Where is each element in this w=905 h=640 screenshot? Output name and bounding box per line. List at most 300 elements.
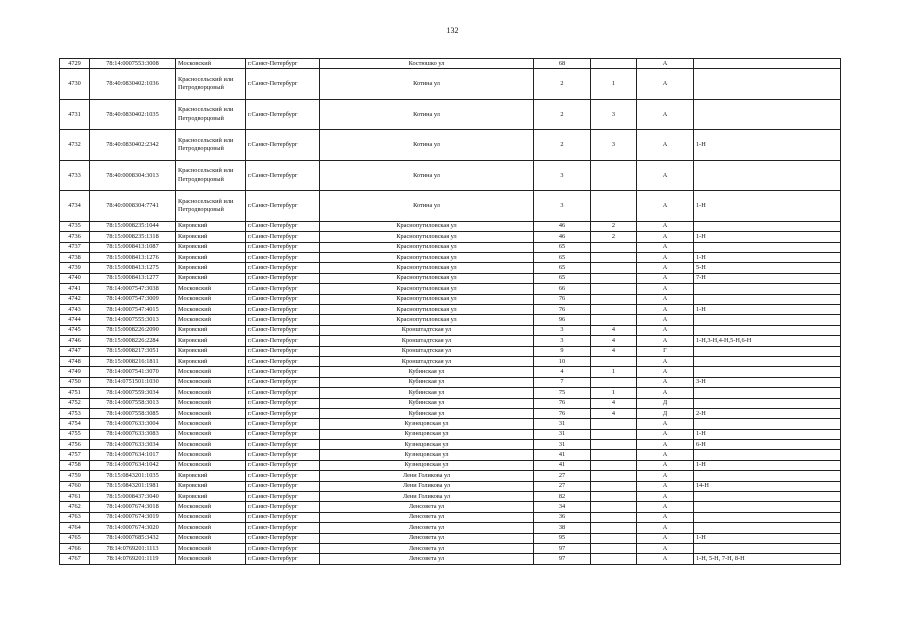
building-cell — [591, 191, 637, 222]
premises-cell — [694, 160, 841, 191]
district-cell: Кировский — [176, 263, 246, 273]
house-cell: 2 — [534, 130, 591, 161]
premises-cell: 1-Н — [694, 533, 841, 543]
house-cell: 31 — [534, 419, 591, 429]
table-row — [60, 160, 841, 191]
city-cell: г.Санкт-Петербург — [246, 492, 320, 502]
city-cell: г.Санкт-Петербург — [246, 481, 320, 491]
letter-cell: А — [637, 99, 694, 130]
premises-cell — [694, 315, 841, 325]
building-cell — [591, 253, 637, 263]
cadastral-number-cell: 78:14:0007547:3009 — [90, 294, 176, 304]
street-cell: Кузнецовская ул — [320, 460, 534, 470]
building-cell — [591, 460, 637, 470]
premises-cell — [694, 502, 841, 512]
building-cell — [591, 263, 637, 273]
building-cell — [591, 419, 637, 429]
cadastral-number-cell: 78:14:0769201:1119 — [90, 554, 176, 564]
street-cell: Котина ул — [320, 99, 534, 130]
cadastral-number-cell: 78:15:0008235:1318 — [90, 232, 176, 242]
city-cell: г.Санкт-Петербург — [246, 450, 320, 460]
page-number: 132 — [446, 26, 459, 35]
cadastral-number-cell: 78:15:0008413:1275 — [90, 263, 176, 273]
city-cell: г.Санкт-Петербург — [246, 242, 320, 252]
letter-cell: А — [637, 242, 694, 252]
house-cell: 82 — [534, 492, 591, 502]
row-number-cell: 4759 — [60, 471, 90, 481]
building-cell — [591, 305, 637, 315]
house-cell: 41 — [534, 450, 591, 460]
building-cell: 1 — [591, 388, 637, 398]
row-number-cell: 4731 — [60, 99, 90, 130]
row-number-cell: 4744 — [60, 315, 90, 325]
district-cell: Кировский — [176, 356, 246, 366]
row-number-cell: 4755 — [60, 429, 90, 439]
city-cell: г.Санкт-Петербург — [246, 315, 320, 325]
table-row — [60, 99, 841, 130]
house-cell: 7 — [534, 377, 591, 387]
cadastral-number-cell: 78:14:0007541:3070 — [90, 367, 176, 377]
table-row — [60, 315, 841, 325]
city-cell: г.Санкт-Петербург — [246, 388, 320, 398]
building-cell: 3 — [591, 130, 637, 161]
street-cell: Краснопутиловская ул — [320, 315, 534, 325]
house-cell: 66 — [534, 284, 591, 294]
premises-cell: 14-Н — [694, 481, 841, 491]
street-cell: Кубинская ул — [320, 388, 534, 398]
district-cell: Кировский — [176, 492, 246, 502]
table-row — [60, 242, 841, 252]
row-number-cell: 4758 — [60, 460, 90, 470]
building-cell — [591, 523, 637, 533]
table-row — [60, 523, 841, 533]
row-number-cell: 4767 — [60, 554, 90, 564]
cadastral-number-cell: 78:14:0007633:3083 — [90, 429, 176, 439]
letter-cell: А — [637, 221, 694, 231]
street-cell: Кронштадтская ул — [320, 336, 534, 346]
premises-cell — [694, 523, 841, 533]
letter-cell: А — [637, 232, 694, 242]
letter-cell: А — [637, 377, 694, 387]
city-cell: г.Санкт-Петербург — [246, 232, 320, 242]
cadastral-number-cell: 78:14:0007674:3019 — [90, 512, 176, 522]
building-cell — [591, 356, 637, 366]
cadastral-number-cell: 78:14:0769201:1113 — [90, 544, 176, 554]
row-number-cell: 4752 — [60, 398, 90, 408]
building-cell — [591, 471, 637, 481]
house-cell: 38 — [534, 523, 591, 533]
table-row — [60, 69, 841, 100]
district-cell: Красносельский или Петродворцовый — [176, 191, 246, 222]
letter-cell: А — [637, 356, 694, 366]
building-cell — [591, 294, 637, 304]
cadastral-number-cell: 78:14:0007633:3034 — [90, 440, 176, 450]
city-cell: г.Санкт-Петербург — [246, 99, 320, 130]
house-cell: 31 — [534, 429, 591, 439]
premises-cell: 7-Н — [694, 273, 841, 283]
street-cell: Лени Голикова ул — [320, 471, 534, 481]
district-cell: Московский — [176, 59, 246, 69]
row-number-cell: 4753 — [60, 408, 90, 418]
letter-cell: А — [637, 325, 694, 335]
table-row — [60, 325, 841, 335]
street-cell: Ленсовета ул — [320, 544, 534, 554]
city-cell: г.Санкт-Петербург — [246, 533, 320, 543]
table-row — [60, 398, 841, 408]
district-cell: Кировский — [176, 471, 246, 481]
street-cell: Кузнецовская ул — [320, 419, 534, 429]
house-cell: 3 — [534, 325, 591, 335]
street-cell: Краснопутиловская ул — [320, 294, 534, 304]
building-cell — [591, 59, 637, 69]
house-cell: 95 — [534, 533, 591, 543]
city-cell: г.Санкт-Петербург — [246, 398, 320, 408]
street-cell: Кронштадтская ул — [320, 346, 534, 356]
letter-cell: А — [637, 253, 694, 263]
letter-cell: А — [637, 305, 694, 315]
district-cell: Московский — [176, 554, 246, 564]
district-cell: Московский — [176, 523, 246, 533]
building-cell: 1 — [591, 367, 637, 377]
house-cell: 76 — [534, 305, 591, 315]
city-cell: г.Санкт-Петербург — [246, 554, 320, 564]
table-row — [60, 492, 841, 502]
cadastral-number-cell: 78:40:0008304:3013 — [90, 160, 176, 191]
premises-cell: 6-Н — [694, 440, 841, 450]
row-number-cell: 4756 — [60, 440, 90, 450]
letter-cell: А — [637, 69, 694, 100]
building-cell — [591, 284, 637, 294]
district-cell: Московский — [176, 544, 246, 554]
house-cell: 65 — [534, 242, 591, 252]
city-cell: г.Санкт-Петербург — [246, 377, 320, 387]
table-row — [60, 440, 841, 450]
premises-cell: 1-Н — [694, 253, 841, 263]
street-cell: Краснопутиловская ул — [320, 273, 534, 283]
cadastral-number-cell: 78:15:0008216:1811 — [90, 356, 176, 366]
street-cell: Котина ул — [320, 191, 534, 222]
street-cell: Краснопутиловская ул — [320, 221, 534, 231]
premises-cell — [694, 242, 841, 252]
building-cell — [591, 533, 637, 543]
building-cell: 4 — [591, 398, 637, 408]
street-cell: Краснопутиловская ул — [320, 253, 534, 263]
building-cell — [591, 315, 637, 325]
city-cell: г.Санкт-Петербург — [246, 419, 320, 429]
district-cell: Московский — [176, 502, 246, 512]
table-row — [60, 554, 841, 564]
cadastral-number-cell: 78:15:0008437:3040 — [90, 492, 176, 502]
building-cell: 4 — [591, 346, 637, 356]
letter-cell: А — [637, 544, 694, 554]
row-number-cell: 4763 — [60, 512, 90, 522]
district-cell: Кировский — [176, 273, 246, 283]
city-cell: г.Санкт-Петербург — [246, 460, 320, 470]
city-cell: г.Санкт-Петербург — [246, 471, 320, 481]
cadastral-number-cell: 78:15:0008226:2090 — [90, 325, 176, 335]
city-cell: г.Санкт-Петербург — [246, 544, 320, 554]
city-cell: г.Санкт-Петербург — [246, 263, 320, 273]
cadastral-number-cell: 78:15:0008413:1277 — [90, 273, 176, 283]
city-cell: г.Санкт-Петербург — [246, 59, 320, 69]
city-cell: г.Санкт-Петербург — [246, 160, 320, 191]
building-cell — [591, 512, 637, 522]
building-cell: 4 — [591, 336, 637, 346]
premises-cell — [694, 450, 841, 460]
table-row — [60, 544, 841, 554]
premises-cell — [694, 69, 841, 100]
house-cell: 2 — [534, 69, 591, 100]
house-cell: 9 — [534, 346, 591, 356]
city-cell: г.Санкт-Петербург — [246, 273, 320, 283]
table-row — [60, 221, 841, 231]
cadastral-number-cell: 78:40:0830402:1035 — [90, 99, 176, 130]
row-number-cell: 4738 — [60, 253, 90, 263]
house-cell: 76 — [534, 398, 591, 408]
table-row — [60, 408, 841, 418]
city-cell: г.Санкт-Петербург — [246, 367, 320, 377]
street-cell: Ленсовета ул — [320, 502, 534, 512]
district-cell: Московский — [176, 408, 246, 418]
row-number-cell: 4754 — [60, 419, 90, 429]
row-number-cell: 4749 — [60, 367, 90, 377]
table-row — [60, 471, 841, 481]
building-cell — [591, 429, 637, 439]
letter-cell: А — [637, 273, 694, 283]
district-cell: Московский — [176, 377, 246, 387]
city-cell: г.Санкт-Петербург — [246, 523, 320, 533]
street-cell: Краснопутиловская ул — [320, 284, 534, 294]
district-cell: Красносельский или Петродворцовый — [176, 160, 246, 191]
letter-cell: А — [637, 512, 694, 522]
street-cell: Кузнецовская ул — [320, 450, 534, 460]
house-cell: 10 — [534, 356, 591, 366]
cadastral-number-cell: 78:14:0007559:3034 — [90, 388, 176, 398]
street-cell: Ленсовета ул — [320, 512, 534, 522]
city-cell: г.Санкт-Петербург — [246, 346, 320, 356]
row-number-cell: 4733 — [60, 160, 90, 191]
letter-cell: А — [637, 471, 694, 481]
cadastral-number-cell: 78:15:0008235:1044 — [90, 221, 176, 231]
street-cell: Костюшко ул — [320, 59, 534, 69]
cadastral-number-cell: 78:14:0007555:3013 — [90, 315, 176, 325]
house-cell: 65 — [534, 253, 591, 263]
house-cell: 97 — [534, 544, 591, 554]
premises-cell — [694, 59, 841, 69]
table-row — [60, 273, 841, 283]
row-number-cell: 4745 — [60, 325, 90, 335]
district-cell: Московский — [176, 460, 246, 470]
district-cell: Московский — [176, 305, 246, 315]
row-number-cell: 4760 — [60, 481, 90, 491]
letter-cell: А — [637, 429, 694, 439]
table-row — [60, 512, 841, 522]
letter-cell: А — [637, 450, 694, 460]
row-number-cell: 4746 — [60, 336, 90, 346]
row-number-cell: 4741 — [60, 284, 90, 294]
cadastral-number-cell: 78:40:0830402:1036 — [90, 69, 176, 100]
building-cell — [591, 554, 637, 564]
city-cell: г.Санкт-Петербург — [246, 221, 320, 231]
premises-cell — [694, 419, 841, 429]
city-cell: г.Санкт-Петербург — [246, 253, 320, 263]
letter-cell: А — [637, 284, 694, 294]
city-cell: г.Санкт-Петербург — [246, 191, 320, 222]
table-row — [60, 346, 841, 356]
house-cell: 3 — [534, 160, 591, 191]
row-number-cell: 4762 — [60, 502, 90, 512]
row-number-cell: 4729 — [60, 59, 90, 69]
premises-cell: 1-Н, 5-Н, 7-Н, 8-Н — [694, 554, 841, 564]
cadastral-number-cell: 78:15:0008413:1087 — [90, 242, 176, 252]
premises-cell: 5-Н — [694, 263, 841, 273]
premises-cell — [694, 99, 841, 130]
table-row — [60, 429, 841, 439]
letter-cell: А — [637, 191, 694, 222]
premises-cell — [694, 221, 841, 231]
letter-cell: А — [637, 460, 694, 470]
table-row — [60, 59, 841, 69]
table-row — [60, 305, 841, 315]
city-cell: г.Санкт-Петербург — [246, 408, 320, 418]
city-cell: г.Санкт-Петербург — [246, 69, 320, 100]
letter-cell: Д — [637, 398, 694, 408]
premises-cell — [694, 398, 841, 408]
premises-cell — [694, 356, 841, 366]
row-number-cell: 4739 — [60, 263, 90, 273]
building-cell: 4 — [591, 325, 637, 335]
street-cell: Краснопутиловская ул — [320, 232, 534, 242]
house-cell: 76 — [534, 294, 591, 304]
district-cell: Кировский — [176, 253, 246, 263]
letter-cell: А — [637, 492, 694, 502]
city-cell: г.Санкт-Петербург — [246, 130, 320, 161]
street-cell: Кубинская ул — [320, 408, 534, 418]
house-cell: 27 — [534, 481, 591, 491]
table-row — [60, 191, 841, 222]
street-cell: Кубинская ул — [320, 398, 534, 408]
row-number-cell: 4766 — [60, 544, 90, 554]
district-cell: Кировский — [176, 221, 246, 231]
street-cell: Ленсовета ул — [320, 523, 534, 533]
letter-cell: А — [637, 523, 694, 533]
address-table — [59, 58, 841, 565]
letter-cell: А — [637, 388, 694, 398]
table-row — [60, 388, 841, 398]
letter-cell: Г — [637, 346, 694, 356]
row-number-cell: 4736 — [60, 232, 90, 242]
city-cell: г.Санкт-Петербург — [246, 429, 320, 439]
house-cell: 3 — [534, 336, 591, 346]
cadastral-number-cell: 78:15:0008413:1276 — [90, 253, 176, 263]
house-cell: 97 — [534, 554, 591, 564]
street-cell: Лени Голикова ул — [320, 481, 534, 491]
house-cell: 96 — [534, 315, 591, 325]
letter-cell: А — [637, 294, 694, 304]
letter-cell: А — [637, 554, 694, 564]
house-cell: 3 — [534, 191, 591, 222]
house-cell: 65 — [534, 263, 591, 273]
letter-cell: А — [637, 315, 694, 325]
city-cell: г.Санкт-Петербург — [246, 512, 320, 522]
row-number-cell: 4750 — [60, 377, 90, 387]
row-number-cell: 4732 — [60, 130, 90, 161]
row-number-cell: 4765 — [60, 533, 90, 543]
table-row — [60, 263, 841, 273]
house-cell: 41 — [534, 460, 591, 470]
letter-cell: А — [637, 263, 694, 273]
building-cell — [591, 544, 637, 554]
district-cell: Московский — [176, 440, 246, 450]
premises-cell — [694, 284, 841, 294]
premises-cell — [694, 512, 841, 522]
cadastral-number-cell: 78:15:0008217:3051 — [90, 346, 176, 356]
building-cell — [591, 377, 637, 387]
premises-cell: 1-Н,3-Н,4-Н,5-Н,6-Н — [694, 336, 841, 346]
city-cell: г.Санкт-Петербург — [246, 325, 320, 335]
table-row — [60, 481, 841, 491]
building-cell: 2 — [591, 221, 637, 231]
district-cell: Московский — [176, 398, 246, 408]
row-number-cell: 4748 — [60, 356, 90, 366]
table-row — [60, 419, 841, 429]
building-cell: 1 — [591, 69, 637, 100]
building-cell — [591, 160, 637, 191]
house-cell: 2 — [534, 99, 591, 130]
letter-cell: А — [637, 533, 694, 543]
street-cell: Ленсовета ул — [320, 554, 534, 564]
city-cell: г.Санкт-Петербург — [246, 440, 320, 450]
street-cell: Котина ул — [320, 130, 534, 161]
district-cell: Московский — [176, 367, 246, 377]
city-cell: г.Санкт-Петербург — [246, 336, 320, 346]
street-cell: Ленсовета ул — [320, 533, 534, 543]
table-body — [60, 59, 841, 565]
house-cell: 46 — [534, 221, 591, 231]
letter-cell: А — [637, 367, 694, 377]
premises-cell — [694, 388, 841, 398]
table-row — [60, 502, 841, 512]
building-cell — [591, 242, 637, 252]
premises-cell: 1-Н — [694, 429, 841, 439]
letter-cell: А — [637, 440, 694, 450]
cadastral-number-cell: 78:14:0007685:3432 — [90, 533, 176, 543]
house-cell: 27 — [534, 471, 591, 481]
building-cell — [591, 273, 637, 283]
letter-cell: А — [637, 481, 694, 491]
building-cell — [591, 492, 637, 502]
premises-cell — [694, 367, 841, 377]
cadastral-number-cell: 78:14:0007553:3008 — [90, 59, 176, 69]
house-cell: 36 — [534, 512, 591, 522]
district-cell: Московский — [176, 294, 246, 304]
premises-cell — [694, 492, 841, 502]
cadastral-number-cell: 78:14:0007547:3038 — [90, 284, 176, 294]
street-cell: Кубинская ул — [320, 367, 534, 377]
house-cell: 4 — [534, 367, 591, 377]
district-cell: Московский — [176, 315, 246, 325]
street-cell: Кронштадтская ул — [320, 325, 534, 335]
letter-cell: А — [637, 419, 694, 429]
table-row — [60, 232, 841, 242]
district-cell: Кировский — [176, 346, 246, 356]
house-cell: 65 — [534, 273, 591, 283]
table-row — [60, 377, 841, 387]
house-cell: 76 — [534, 408, 591, 418]
cadastral-number-cell: 78:14:0007547:4015 — [90, 305, 176, 315]
district-cell: Московский — [176, 419, 246, 429]
table-row — [60, 253, 841, 263]
